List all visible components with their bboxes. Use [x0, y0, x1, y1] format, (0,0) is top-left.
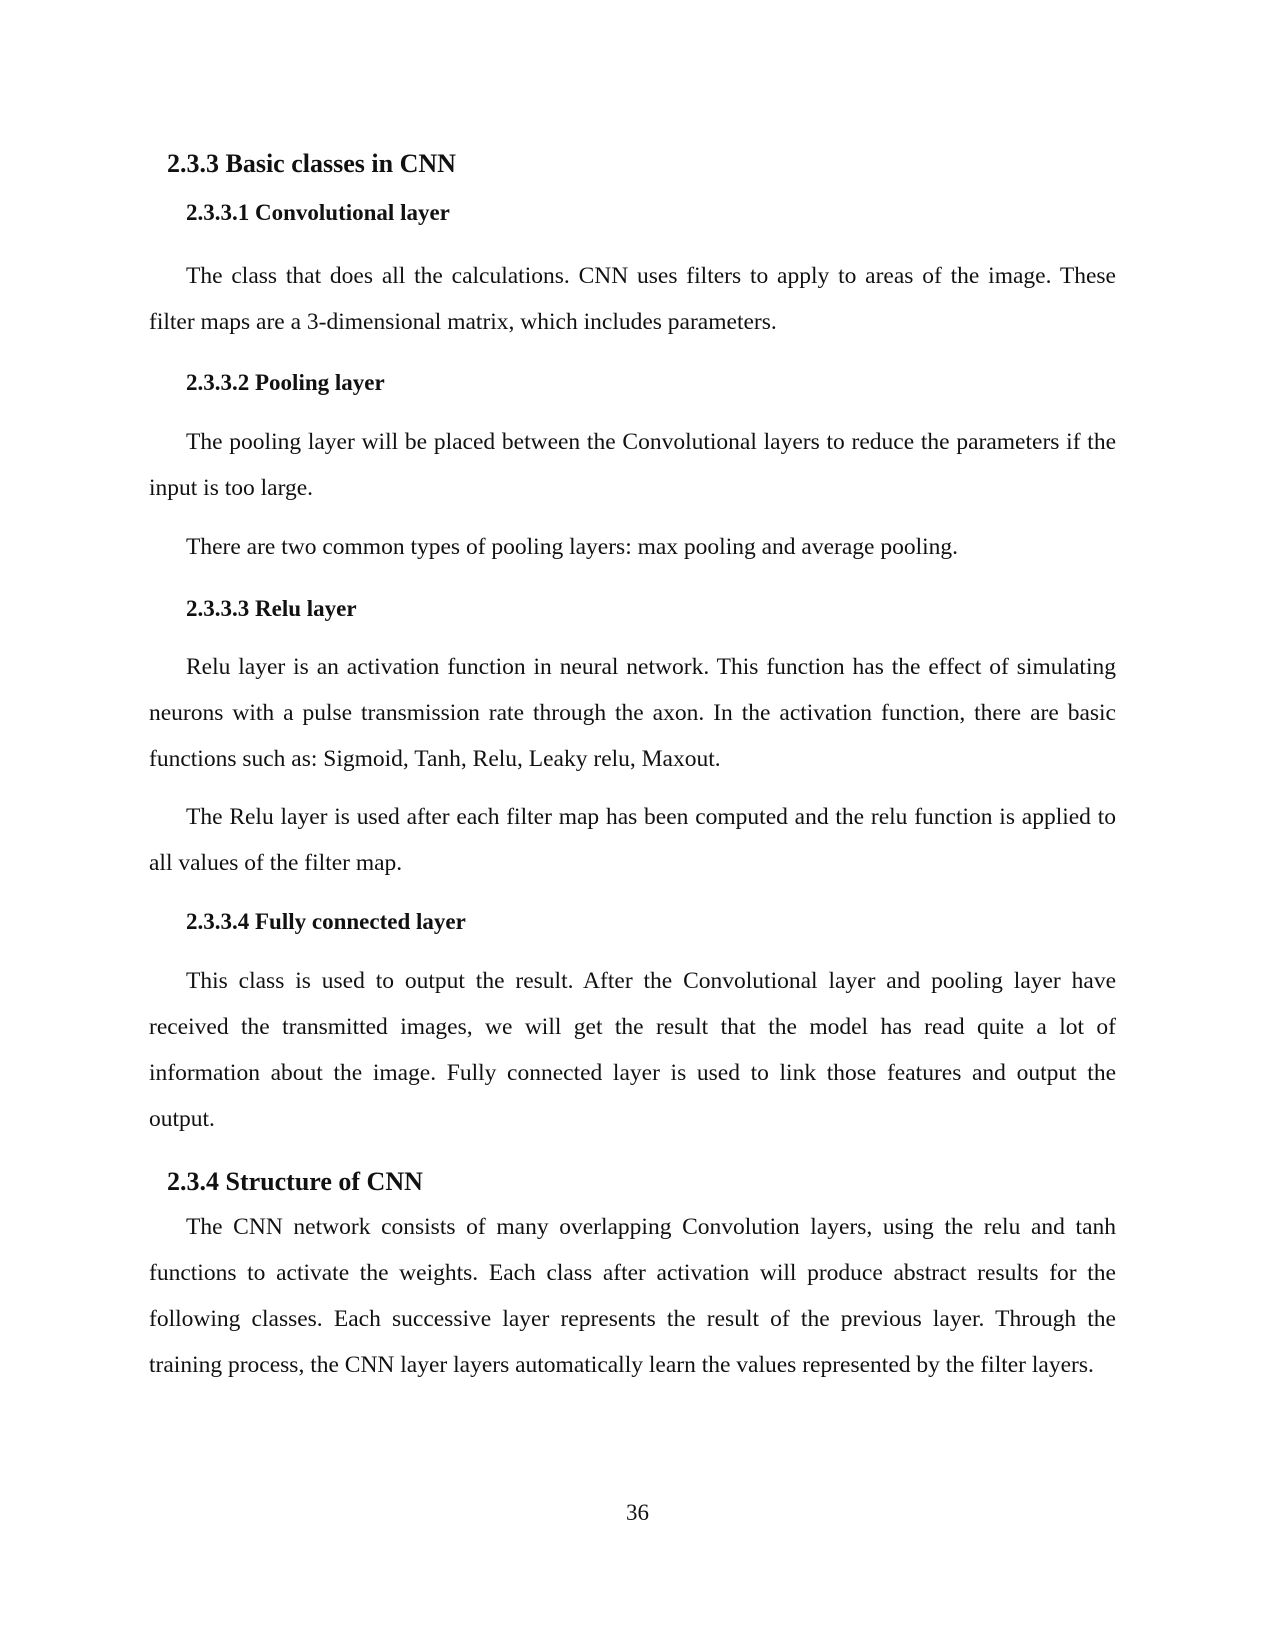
paragraph-convolutional-layer: The class that does all the calculations. CNN uses filters to apply to areas of the image. These filter maps are a 3-dimensional matrix, which includes parameters.	[149, 263, 1116, 335]
paragraph-pooling-layer-1: The pooling layer will be placed between the Convolutional layers to reduce the parameters if the input is too large.	[149, 429, 1116, 501]
subsection-heading-2-3-3-1: 2.3.3.1 Convolutional layer	[186, 200, 450, 225]
section-heading-2-3-4: 2.3.4 Structure of CNN	[167, 1167, 423, 1196]
paragraph-relu-layer-2: The Relu layer is used after each filter map has been computed and the relu function is applied to all values of the filter map.	[149, 804, 1116, 876]
page-number: 36	[626, 1500, 649, 1525]
section-heading-2-3-3: 2.3.3 Basic classes in CNN	[167, 149, 456, 178]
subsection-heading-2-3-3-3: 2.3.3.3 Relu layer	[186, 596, 357, 621]
paragraph-relu-layer-1: Relu layer is an activation function in neural network. This function has the effect of simulating neurons with a pulse transmission rate through the axon. In the activation function, there are basic functions such as: Sigmoid, Tanh, Relu, Leaky relu, Maxout.	[149, 654, 1116, 772]
paragraph-fully-connected-layer: This class is used to output the result. After the Convolutional layer and pooling layer have received the transmitted images, we will get the result that the model has read quite a lot of information about the image. Fully connected layer is used to link those features and output the output.	[149, 968, 1116, 1132]
subsection-heading-2-3-3-4: 2.3.3.4 Fully connected layer	[186, 909, 466, 934]
subsection-heading-2-3-3-2: 2.3.3.2 Pooling layer	[186, 370, 385, 395]
paragraph-structure-of-cnn: The CNN network consists of many overlapping Convolution layers, using the relu and tanh functions to activate the weights. Each class after activation will produce abstract results for the following classes. Each successive layer represents the result of the previous layer. Through the training process, the CNN layer layers automatically learn the values represented by the filter layers.	[149, 1214, 1116, 1378]
paragraph-pooling-layer-2: There are two common types of pooling layers: max pooling and average pooling.	[186, 534, 959, 560]
